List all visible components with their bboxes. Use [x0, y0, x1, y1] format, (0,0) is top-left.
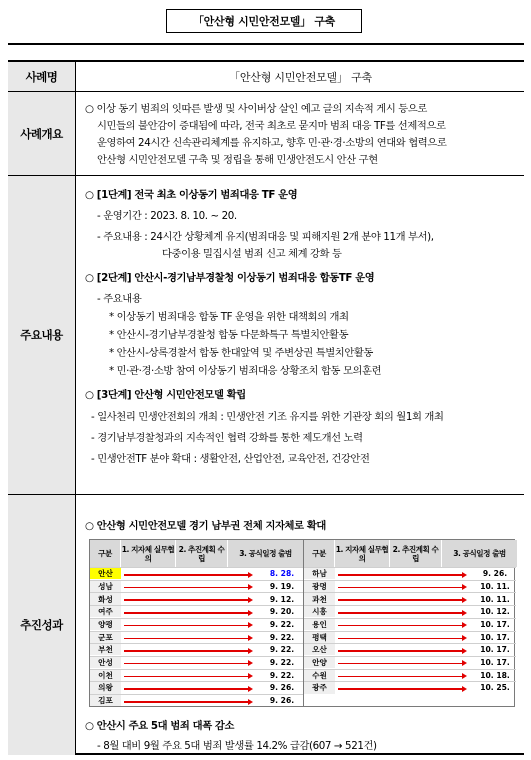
- schedule-date: 9. 22.: [269, 658, 295, 668]
- schedule-city: 하남: [304, 568, 335, 579]
- col-header-step2: 2. 추진계획 수립: [176, 540, 228, 567]
- schedule-date: 10. 17.: [480, 645, 510, 655]
- schedule-row: [90, 592, 303, 604]
- case-table: [8, 60, 524, 755]
- schedule-date: 9. 26.: [269, 696, 295, 706]
- progress-arrow: [124, 650, 249, 652]
- progress-arrow: [338, 574, 463, 576]
- schedule-row: [304, 605, 516, 617]
- col-header-step1: 1. 지자체 실무협의: [335, 540, 390, 567]
- schedule-date: 9. 22.: [269, 619, 295, 629]
- schedule-date: 10. 17.: [480, 632, 510, 642]
- schedule-city: 광명: [304, 581, 335, 592]
- schedule-city: 수원: [304, 670, 335, 681]
- document-title: 「안산형 시민안전모델」 구축: [166, 9, 362, 33]
- expansion-schedule-table: [89, 539, 515, 707]
- schedule-row: [90, 643, 303, 655]
- progress-arrow: [338, 688, 463, 690]
- schedule-city: 이천: [90, 670, 121, 681]
- progress-arrow: [338, 663, 463, 665]
- result2-detail: - 8월 대비 9월 주요 5대 범죄 발생률 14.2% 급감(607 → 521건): [97, 740, 377, 752]
- schedule-city: 시흥: [304, 606, 335, 617]
- schedule-date: 10. 11.: [480, 594, 510, 604]
- schedule-row: [304, 681, 516, 693]
- progress-arrow: [338, 625, 463, 627]
- schedule-date: 9. 12.: [269, 594, 295, 604]
- progress-arrow: [124, 587, 249, 589]
- progress-arrow: [124, 701, 249, 703]
- stage1-item: - 운영기간 : 2023. 8. 10. ~ 20.: [97, 210, 237, 222]
- schedule-date: 8. 28.: [269, 569, 295, 579]
- schedule-row: [304, 669, 516, 681]
- summary-cell: [77, 92, 524, 175]
- progress-arrow: [338, 650, 463, 652]
- schedule-city: 군포: [90, 632, 121, 643]
- progress-arrow: [124, 676, 249, 678]
- schedule-date: 10. 18.: [480, 670, 510, 680]
- schedule-city: 안산: [90, 568, 121, 579]
- schedule-city: 안성: [90, 657, 121, 668]
- col-header-step2: 2. 추진계획 수립: [390, 540, 442, 567]
- schedule-row: [90, 618, 303, 630]
- schedule-city: 평택: [304, 632, 335, 643]
- schedule-city: 부천: [90, 644, 121, 655]
- case-name-row: [8, 62, 524, 92]
- schedule-city: 성남: [90, 581, 121, 592]
- result2-title: ○ 안산시 주요 5대 범죄 대폭 감소: [85, 720, 235, 732]
- schedule-date: 9. 22.: [269, 632, 295, 642]
- schedule-city: 김포: [90, 695, 121, 706]
- progress-arrow: [124, 663, 249, 665]
- main-content-cell: [77, 176, 524, 494]
- schedule-row: [90, 656, 303, 668]
- summary-line: ○ 이상 동기 범죄의 잇따른 발생 및 사이버상 살인 예고 글의 지속적 게시 등으로: [85, 103, 427, 115]
- schedule-date: 10. 12.: [480, 607, 510, 617]
- schedule-city: 과천: [304, 593, 335, 604]
- col-header-step3: 3. 공식일정 출범: [228, 540, 303, 567]
- summary-label: 사례개요: [8, 92, 76, 175]
- case-name-value: 「안산형 시민안전모델」 구축: [229, 70, 372, 84]
- progress-arrow: [338, 599, 463, 601]
- schedule-city: 여주: [90, 606, 121, 617]
- summary-line: 시민들의 불안감이 증대됨에 따라, 전국 최초로 묻지마 범죄 대응 TF를 선제적으로: [97, 120, 446, 132]
- stage3-title: ○ [3단계] 안산형 시민안전모델 확립: [85, 389, 246, 401]
- progress-arrow: [124, 625, 249, 627]
- summary-row: [8, 92, 524, 176]
- results-label: 추진성과: [8, 495, 76, 755]
- schedule-row: [90, 669, 303, 681]
- main-content-row: [8, 176, 524, 495]
- progress-arrow: [124, 638, 249, 640]
- stage3-item: - 일사천리 민생안전회의 개최 : 민생안전 기조 유지를 위한 기관장 회의 월1회 개최: [91, 411, 444, 423]
- stage1-title: ○ [1단계] 전국 최초 이상동기 범죄대응 TF 운영: [85, 189, 298, 201]
- schedule-row: [90, 580, 303, 592]
- stage1-item: 다중이용 밀집시설 범죄 신고 체계 강화 등: [162, 248, 342, 260]
- schedule-row: [90, 694, 303, 706]
- stage2-item: * 안산시-상록경찰서 합동 한대앞역 및 주변상권 특별치안활동: [109, 347, 373, 359]
- stage2-title: ○ [2단계] 안산시-경기남부경찰청 이상동기 범죄대응 합동TF 운영: [85, 272, 375, 284]
- schedule-city: 화성: [90, 593, 121, 604]
- schedule-row: [304, 643, 516, 655]
- schedule-city: 오산: [304, 644, 335, 655]
- main-content-label: 주요내용: [8, 176, 76, 494]
- schedule-date: 10. 11.: [480, 581, 510, 591]
- col-header-step3: 3. 공식일정 출범: [442, 540, 517, 567]
- summary-line: 안산형 시민안전모델 구축 및 정립을 통해 민생안전도시 안산 구현: [97, 154, 378, 166]
- progress-arrow: [124, 612, 249, 614]
- schedule-row: [90, 605, 303, 617]
- progress-arrow: [338, 676, 463, 678]
- stage3-item: - 경기남부경찰청과의 지속적인 협력 강화를 통한 제도개선 노력: [91, 432, 363, 444]
- schedule-date: 10. 25.: [480, 683, 510, 693]
- schedule-row: [90, 631, 303, 643]
- schedule-date: 10. 17.: [480, 619, 510, 629]
- result1-title: ○ 안산형 시민안전모델 경기 남부권 전체 지자체로 확대: [85, 520, 326, 532]
- schedule-row: [90, 567, 303, 579]
- stage1-item: - 주요내용 : 24시간 상황체계 유지(범죄대응 및 피해지원 2개 분야 11개 부서),: [97, 231, 434, 243]
- schedule-date: 10. 17.: [480, 658, 510, 668]
- stage3-item: - 민생안전TF 분야 확대 : 생활안전, 산업안전, 교육안전, 건강안전: [91, 453, 370, 465]
- stage2-item: * 이상동기 범죄대응 합동 TF 운영을 위한 대책회의 개최: [109, 311, 349, 323]
- title-divider: [8, 43, 524, 45]
- schedule-city: 용인: [304, 619, 335, 630]
- progress-arrow: [124, 599, 249, 601]
- results-row: [8, 495, 524, 755]
- schedule-row: [304, 567, 516, 579]
- schedule-date: 9. 26.: [269, 683, 295, 693]
- col-header-step1: 1. 지자체 실무협의: [121, 540, 176, 567]
- schedule-left-half: [90, 540, 303, 706]
- schedule-row: [304, 656, 516, 668]
- stage2-item: * 안산시-경기남부경찰청 합동 다문화특구 특별치안활동: [109, 329, 349, 341]
- schedule-date: 9. 20.: [269, 607, 295, 617]
- schedule-row: [90, 681, 303, 693]
- schedule-row: [304, 580, 516, 592]
- schedule-date: 9. 22.: [269, 670, 295, 680]
- progress-arrow: [338, 587, 463, 589]
- progress-arrow: [338, 612, 463, 614]
- schedule-city: 광주: [304, 682, 335, 693]
- case-name-label: 사례명: [8, 62, 76, 91]
- schedule-city: 안양: [304, 657, 335, 668]
- stage2-item: - 주요내용: [97, 293, 142, 305]
- results-cell: [77, 495, 524, 755]
- progress-arrow: [338, 638, 463, 640]
- progress-arrow: [124, 574, 249, 576]
- col-header-category: 구분: [304, 540, 335, 567]
- summary-line: 운영하여 24시간 신속관리체계를 유지하고, 향후 민·관·경·소방의 연대와 협력으로: [97, 137, 447, 149]
- progress-arrow: [124, 688, 249, 690]
- schedule-row: [304, 592, 516, 604]
- schedule-row: [304, 631, 516, 643]
- schedule-row: [304, 618, 516, 630]
- stage2-item: * 민·관·경·소방 참여 이상동기 범죄대응 상황조치 합동 모의훈련: [109, 365, 382, 377]
- schedule-city: 의왕: [90, 682, 121, 693]
- col-header-category: 구분: [90, 540, 121, 567]
- schedule-city: 양평: [90, 619, 121, 630]
- schedule-right-half: [303, 540, 516, 706]
- schedule-date: 9. 26.: [482, 569, 508, 579]
- schedule-date: 9. 22.: [269, 645, 295, 655]
- schedule-date: 9. 19.: [269, 581, 295, 591]
